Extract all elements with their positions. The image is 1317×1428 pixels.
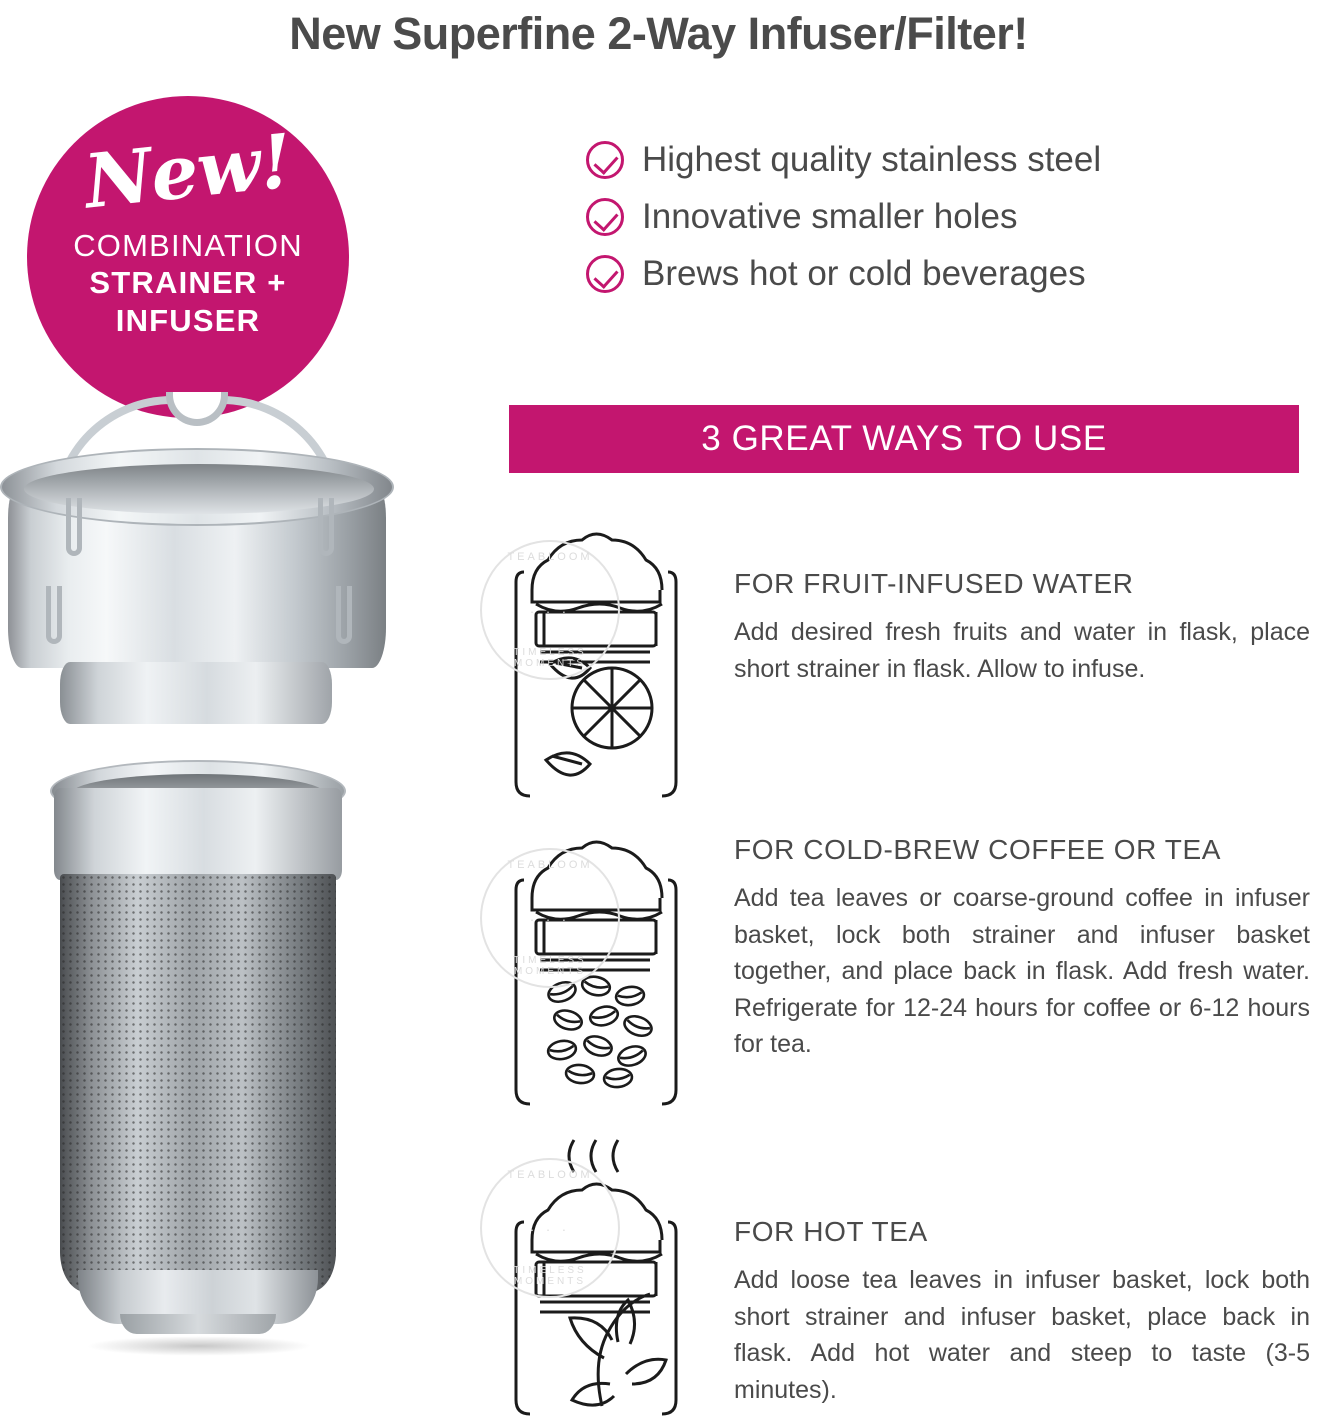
watermark-top: TEABLOOM <box>507 1169 593 1181</box>
coffee-beans-icon <box>470 820 720 1110</box>
watermark-bottom: TIMELESS MOMENTS <box>513 955 587 977</box>
infuser-basket-mesh <box>60 874 336 1292</box>
strainer-clip-right-lower <box>336 586 352 644</box>
list-item <box>586 254 1286 294</box>
new-combination-badge <box>27 96 349 418</box>
use-case-text <box>720 1130 1310 1408</box>
feature-list <box>586 140 1286 311</box>
badge-script-text: New! <box>80 118 296 226</box>
use-case-body: Add tea leaves or coarse-ground coffee in infuser basket, lock both strainer and infuser basket together, and place back in flask. Add fresh water. Refrigerate for 12-24 hours for coffee or 6-12 hours for tea. <box>734 884 1310 1058</box>
ways-to-use-header: 3 GREAT WAYS TO USE <box>509 405 1299 473</box>
use-case-title: FOR HOT TEA <box>734 1216 928 1247</box>
strainer-neck <box>60 662 332 724</box>
use-case-hot-tea <box>470 1130 1310 1420</box>
feature-label: Brews hot or cold beverages <box>642 254 1086 293</box>
strainer-clip-right-upper <box>318 498 334 556</box>
check-icon <box>586 141 624 179</box>
teabloom-watermark <box>480 848 620 988</box>
use-case-text <box>720 820 1310 1063</box>
use-case-body: Add desired fresh fruits and water in flask, place short strainer in flask. Allow to infuse. <box>734 618 1310 683</box>
badge-line-1: COMBINATION <box>73 227 303 263</box>
check-icon <box>586 255 624 293</box>
badge-line-3: INFUSER <box>115 302 261 338</box>
watermark-mid: · · · <box>529 604 571 619</box>
feature-label: Innovative smaller holes <box>642 197 1018 236</box>
watermark-top: TEABLOOM <box>507 859 593 871</box>
teabloom-watermark <box>480 1158 620 1298</box>
product-photo <box>0 390 440 1420</box>
check-icon <box>586 198 624 236</box>
infuser-basket-collar <box>54 788 342 880</box>
teabloom-watermark <box>480 540 620 680</box>
use-case-title: FOR COLD-BREW COFFEE OR TEA <box>734 834 1222 865</box>
feature-label: Highest quality stainless steel <box>642 140 1102 179</box>
page-title: New Superfine 2-Way Infuser/Filter! <box>289 8 1028 59</box>
use-case-cold-brew <box>470 820 1310 1110</box>
product-shadow <box>86 1336 312 1356</box>
tea-leaves-steam-icon <box>470 1130 720 1420</box>
short-strainer-rim <box>0 448 394 526</box>
watermark-top: TEABLOOM <box>507 551 593 563</box>
infuser-basket-foot <box>120 1314 276 1334</box>
strainer-clip-left-upper <box>66 498 82 556</box>
use-case-body: Add loose tea leaves in infuser basket, lock both short strainer and infuser basket, place back in flask. Add hot water and steep to taste (3-5 minutes). <box>734 1266 1310 1404</box>
watermark-bottom: TIMELESS MOMENTS <box>513 1265 587 1287</box>
strainer-clip-left-lower <box>46 586 62 644</box>
badge-line-2: STRAINER + <box>89 264 287 300</box>
watermark-bottom: TIMELESS MOMENTS <box>513 647 587 669</box>
use-case-text <box>720 512 1310 687</box>
list-item <box>586 197 1286 237</box>
citrus-slices-icon <box>470 512 720 802</box>
use-case-fruit-infused-water <box>470 512 1310 802</box>
watermark-mid: · · · <box>529 1222 571 1237</box>
list-item <box>586 140 1286 180</box>
use-case-title: FOR FRUIT-INFUSED WATER <box>734 568 1134 599</box>
watermark-mid: · · · <box>529 912 571 927</box>
